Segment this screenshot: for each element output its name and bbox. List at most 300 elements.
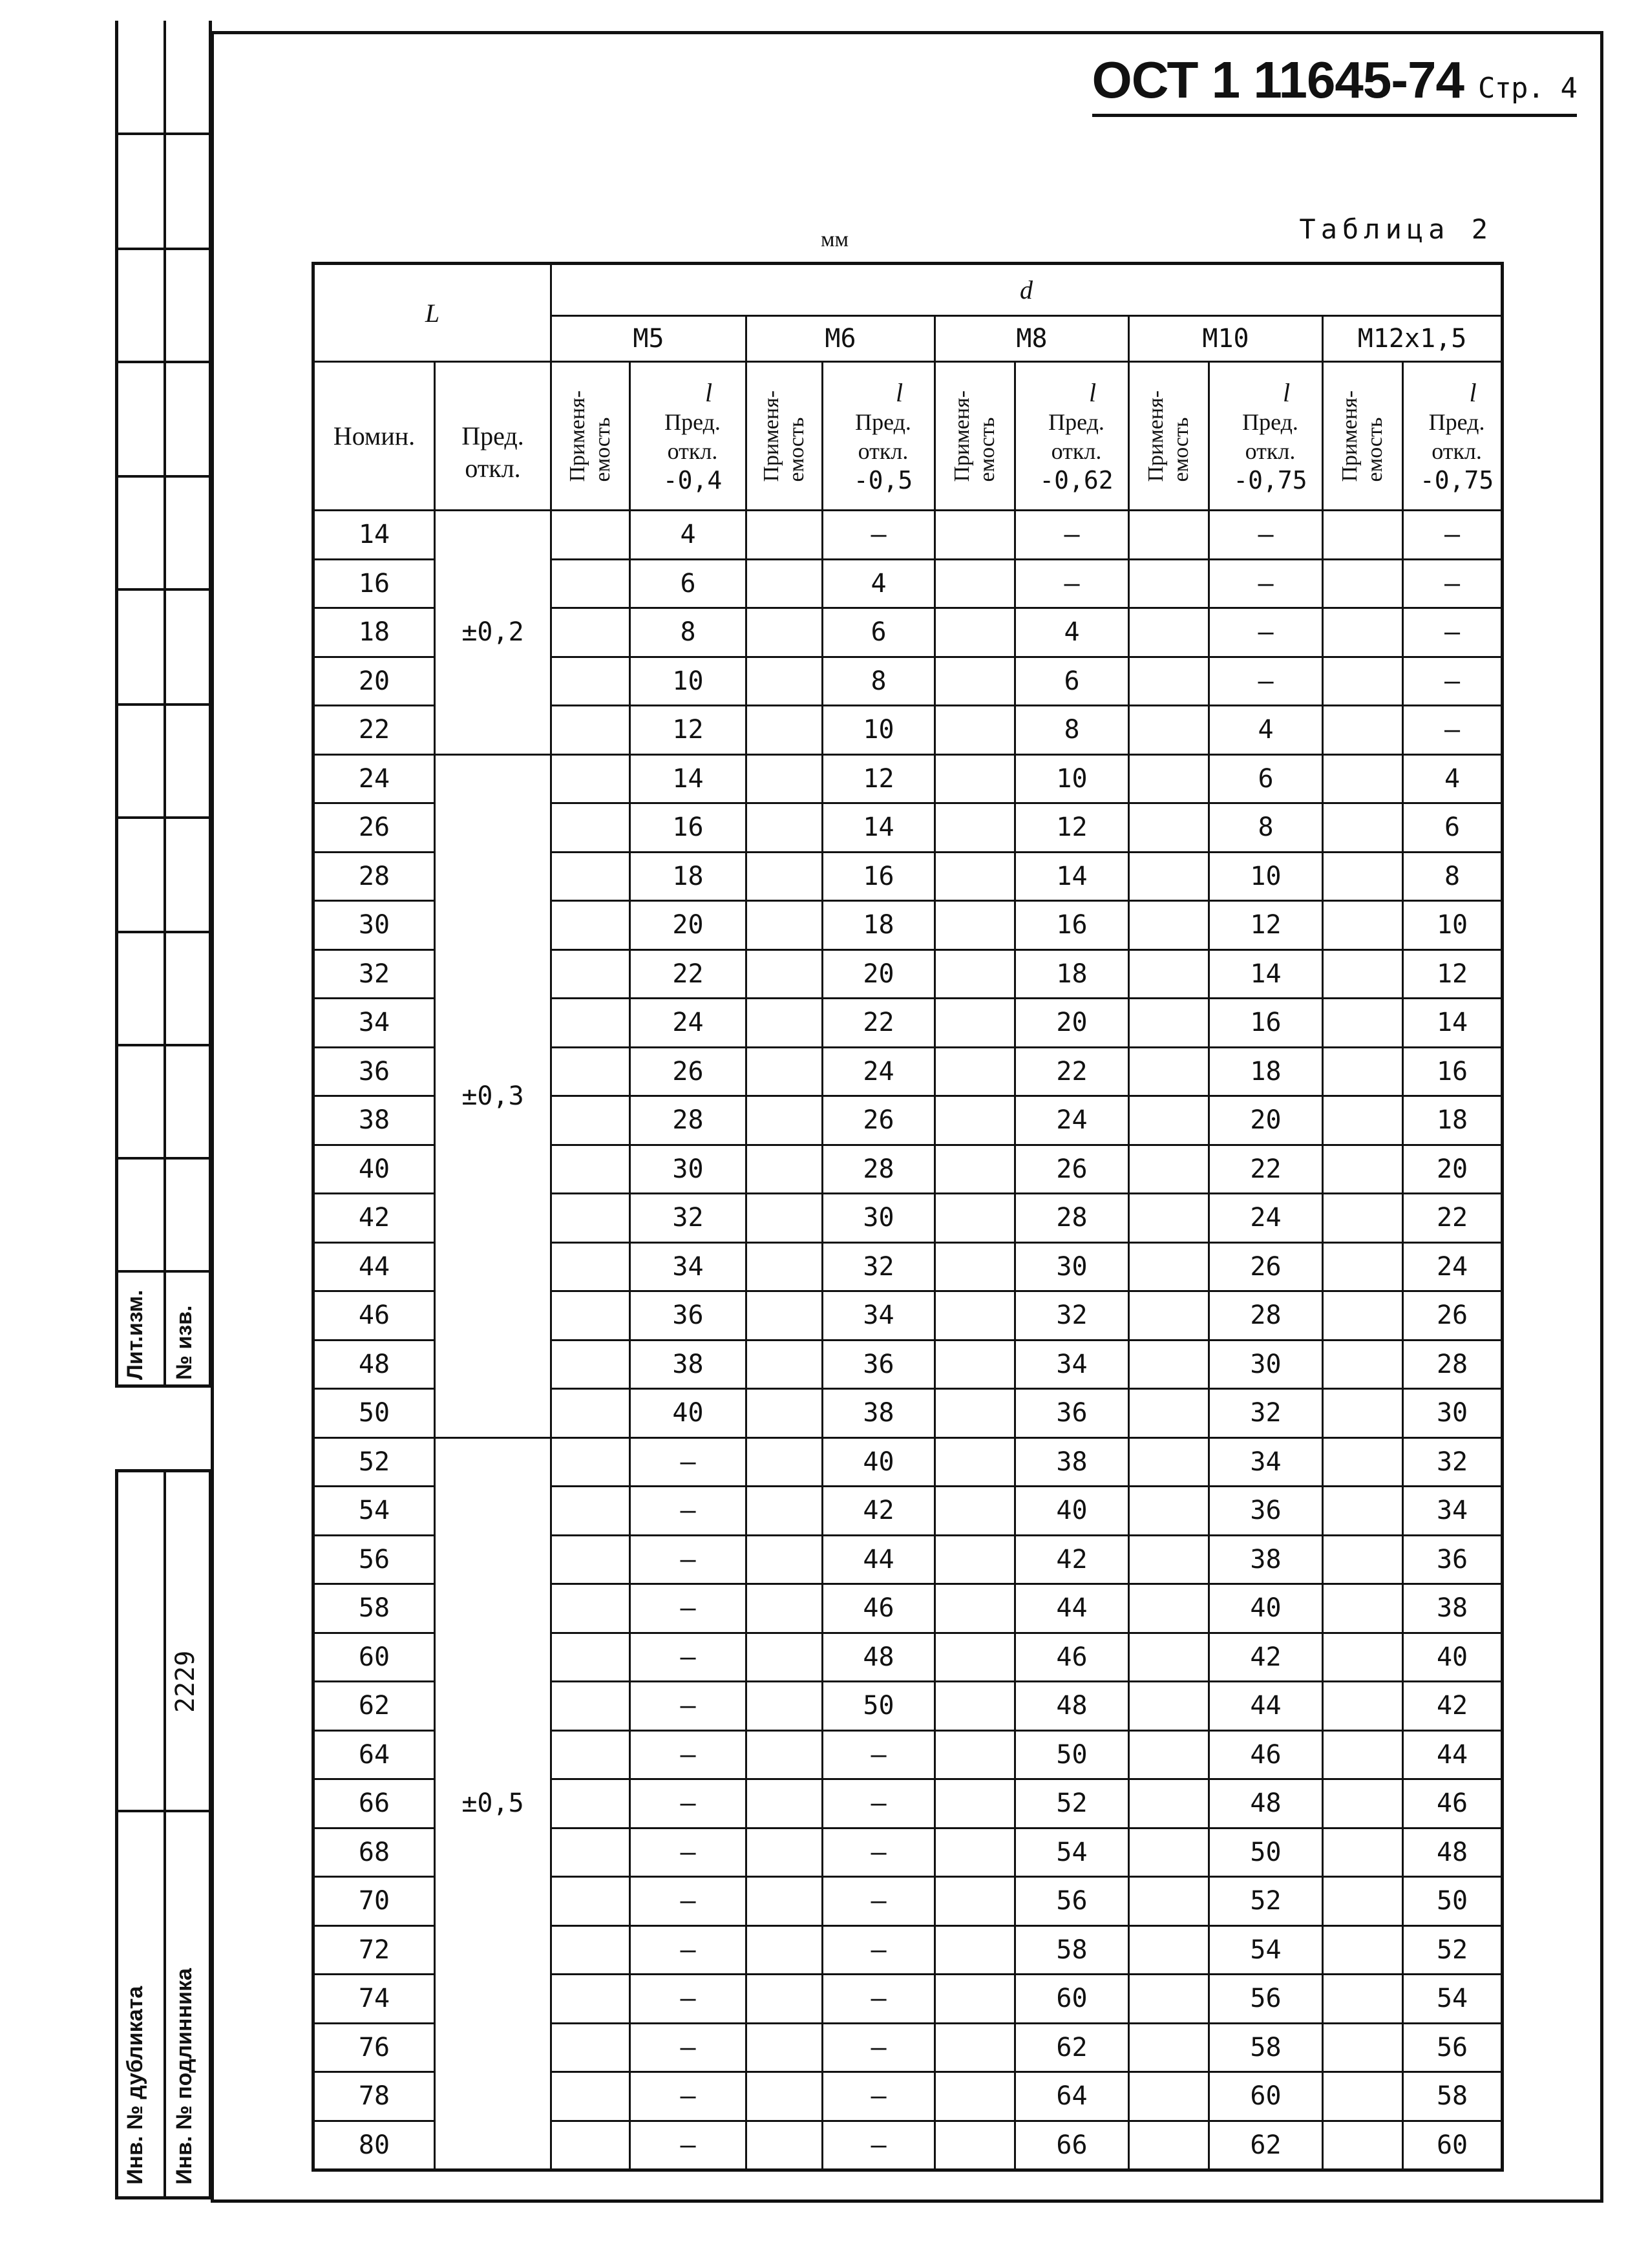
applicability-cell xyxy=(935,1291,1015,1341)
length-value-cell: 58 xyxy=(1209,2023,1323,2072)
applicability-cell xyxy=(746,1828,823,1877)
length-value-cell: 50 xyxy=(1209,1828,1323,1877)
nominal-length-cell: 32 xyxy=(313,949,435,999)
applicability-cell xyxy=(935,901,1015,950)
applicability-cell xyxy=(1323,1925,1403,1975)
length-value-cell: 10 xyxy=(1209,852,1323,901)
length-value-cell: 6 xyxy=(823,608,935,657)
sidebar-upper-rule xyxy=(115,475,211,478)
sidebar-upper-rule xyxy=(115,132,211,135)
length-value-cell: 20 xyxy=(1209,1096,1323,1145)
applicability-cell xyxy=(746,1340,823,1389)
length-value-cell: 20 xyxy=(823,949,935,999)
length-value-cell: – xyxy=(1209,608,1323,657)
applicability-cell xyxy=(1129,1535,1209,1584)
length-value-cell: 28 xyxy=(1015,1194,1129,1243)
inv-dubl-label: Инв. № дубликата xyxy=(123,1986,147,2185)
nominal-length-cell: 74 xyxy=(313,1975,435,2024)
applicability-cell xyxy=(1323,1145,1403,1194)
applicability-header-text: Применя- емость xyxy=(950,390,1000,482)
nominal-length-cell: 72 xyxy=(313,1925,435,1975)
applicability-cell xyxy=(1129,1975,1209,2024)
length-value-cell: – xyxy=(1403,706,1503,755)
length-value-cell: 42 xyxy=(823,1487,935,1536)
applicability-cell xyxy=(746,1242,823,1291)
length-value-cell: 56 xyxy=(1015,1877,1129,1926)
length-value-cell: – xyxy=(1209,657,1323,706)
applicability-cell xyxy=(746,1145,823,1194)
applicability-cell xyxy=(551,559,630,608)
applicability-cell xyxy=(1323,2121,1403,2170)
applicability-cell xyxy=(935,803,1015,853)
thread-size-header: М8 xyxy=(935,315,1129,361)
length-value-cell: 24 xyxy=(823,1047,935,1096)
sidebar-upper-rule xyxy=(115,931,211,933)
length-value-cell: 52 xyxy=(1209,1877,1323,1926)
applicability-cell xyxy=(746,608,823,657)
length-value-cell: 20 xyxy=(1015,999,1129,1048)
applicability-cell xyxy=(1323,1047,1403,1096)
applicability-cell xyxy=(935,559,1015,608)
applicability-cell xyxy=(1323,608,1403,657)
applicability-cell xyxy=(1129,1828,1209,1877)
nominal-length-cell: 60 xyxy=(313,1633,435,1682)
applicability-cell xyxy=(1129,1925,1209,1975)
length-value-cell: 12 xyxy=(823,754,935,803)
table-row xyxy=(313,1437,1503,1487)
length-value-cell: – xyxy=(630,1828,746,1877)
length-value-cell: 4 xyxy=(1015,608,1129,657)
applicability-cell xyxy=(551,511,630,560)
l-symbol: l xyxy=(1469,378,1477,407)
nominal-length-cell: 14 xyxy=(313,511,435,560)
length-value-cell: 18 xyxy=(630,852,746,901)
length-value-cell: 16 xyxy=(1015,901,1129,950)
applicability-cell xyxy=(935,999,1015,1048)
applicability-cell xyxy=(935,754,1015,803)
applicability-cell xyxy=(1323,803,1403,853)
applicability-cell xyxy=(746,1877,823,1926)
applicability-cell xyxy=(1129,1340,1209,1389)
length-value-cell: 36 xyxy=(823,1340,935,1389)
length-value-cell: 50 xyxy=(1015,1730,1129,1779)
length-value-cell: – xyxy=(630,1925,746,1975)
applicability-cell xyxy=(1129,1096,1209,1145)
applicability-cell xyxy=(1129,1047,1209,1096)
applicability-cell xyxy=(551,1096,630,1145)
length-value-cell: 14 xyxy=(630,754,746,803)
nominal-length-cell: 28 xyxy=(313,852,435,901)
length-value-cell: 32 xyxy=(630,1194,746,1243)
nominal-header: Номин. xyxy=(313,362,435,511)
length-value-cell: 4 xyxy=(823,559,935,608)
length-value-cell: – xyxy=(630,1584,746,1633)
applicability-cell xyxy=(935,1682,1015,1731)
length-value-cell: 30 xyxy=(1403,1389,1503,1438)
length-value-cell: 16 xyxy=(630,803,746,853)
length-value-cell: 26 xyxy=(823,1096,935,1145)
length-L-header xyxy=(313,264,551,362)
applicability-cell xyxy=(1129,1389,1209,1438)
applicability-cell xyxy=(1323,1779,1403,1828)
length-value-cell: 14 xyxy=(1015,852,1129,901)
length-value-cell: 8 xyxy=(630,608,746,657)
applicability-cell xyxy=(551,1779,630,1828)
applicability-cell xyxy=(746,1925,823,1975)
tolerance-cell: ±0,3 xyxy=(435,754,551,1437)
length-value-cell: 30 xyxy=(823,1194,935,1243)
deviation-value: -0,75 xyxy=(1419,466,1494,494)
applicability-cell xyxy=(551,2072,630,2121)
subheader-row xyxy=(313,362,1503,511)
applicability-cell xyxy=(746,1682,823,1731)
applicability-header xyxy=(935,362,1015,511)
length-value-cell: 38 xyxy=(1209,1535,1323,1584)
applicability-cell xyxy=(551,1291,630,1341)
tolerance-cell: ±0,2 xyxy=(435,511,551,755)
deviation-label: Пред. откл. xyxy=(1048,409,1104,464)
d-symbol: d xyxy=(1020,275,1033,304)
deviation-value: -0,62 xyxy=(1039,466,1114,494)
nominal-length-cell: 44 xyxy=(313,1242,435,1291)
nominal-length-cell: 48 xyxy=(313,1340,435,1389)
applicability-cell xyxy=(1129,1633,1209,1682)
applicability-cell xyxy=(1129,1779,1209,1828)
length-value-cell: – xyxy=(823,2072,935,2121)
applicability-cell xyxy=(746,559,823,608)
table-caption: Таблица 2 xyxy=(1299,213,1493,245)
document-code: ОСТ 1 11645-74 xyxy=(1092,51,1464,109)
applicability-cell xyxy=(1129,803,1209,853)
applicability-cell xyxy=(1129,1145,1209,1194)
sidebar-upper-rule xyxy=(115,816,211,819)
applicability-cell xyxy=(1323,1487,1403,1536)
length-value-cell: 26 xyxy=(1403,1291,1503,1341)
applicability-cell xyxy=(551,1487,630,1536)
nominal-length-cell: 38 xyxy=(313,1096,435,1145)
applicability-cell xyxy=(935,1340,1015,1389)
l-symbol: l xyxy=(1088,378,1097,407)
applicability-cell xyxy=(935,1242,1015,1291)
inv-podl-label: Инв. № подлинника xyxy=(172,1968,196,2185)
length-deviation-header xyxy=(823,362,935,511)
nominal-length-cell: 56 xyxy=(313,1535,435,1584)
applicability-cell xyxy=(1129,754,1209,803)
deviation-label: Пред. откл. xyxy=(1428,409,1485,464)
length-value-cell: 20 xyxy=(1403,1145,1503,1194)
length-value-cell: 62 xyxy=(1209,2121,1323,2170)
applicability-cell xyxy=(746,1389,823,1438)
table-row xyxy=(313,754,1503,803)
applicability-cell xyxy=(551,1242,630,1291)
length-value-cell: 42 xyxy=(1209,1633,1323,1682)
applicability-header xyxy=(746,362,823,511)
length-value-cell: 24 xyxy=(1015,1096,1129,1145)
length-value-cell: – xyxy=(630,1975,746,2024)
applicability-cell xyxy=(1129,1487,1209,1536)
applicability-cell xyxy=(1129,949,1209,999)
length-value-cell: 12 xyxy=(1209,901,1323,950)
applicability-cell xyxy=(935,1535,1015,1584)
thread-size-header: М12х1,5 xyxy=(1323,315,1503,361)
length-value-cell: 40 xyxy=(1015,1487,1129,1536)
nominal-length-cell: 18 xyxy=(313,608,435,657)
applicability-cell xyxy=(1129,559,1209,608)
length-value-cell: 30 xyxy=(1209,1340,1323,1389)
length-value-cell: – xyxy=(630,1682,746,1731)
table-row xyxy=(313,511,1503,560)
length-value-cell: 6 xyxy=(1209,754,1323,803)
length-value-cell: 28 xyxy=(1403,1340,1503,1389)
length-value-cell: 28 xyxy=(630,1096,746,1145)
length-value-cell: 54 xyxy=(1403,1975,1503,2024)
applicability-cell xyxy=(1129,1242,1209,1291)
applicability-cell xyxy=(1129,2121,1209,2170)
length-value-cell: – xyxy=(630,2072,746,2121)
applicability-cell xyxy=(1323,901,1403,950)
applicability-cell xyxy=(746,1291,823,1341)
applicability-cell xyxy=(551,1047,630,1096)
l-symbol: l xyxy=(1282,378,1291,407)
applicability-cell xyxy=(935,608,1015,657)
length-value-cell: 24 xyxy=(1403,1242,1503,1291)
length-value-cell: 38 xyxy=(630,1340,746,1389)
applicability-cell xyxy=(1323,1437,1403,1487)
deviation-value: -0,5 xyxy=(853,466,913,494)
length-value-cell: – xyxy=(1209,559,1323,608)
length-value-cell: – xyxy=(1015,559,1129,608)
length-value-cell: 56 xyxy=(1209,1975,1323,2024)
length-deviation-header xyxy=(1015,362,1129,511)
applicability-cell xyxy=(746,901,823,950)
length-value-cell: 48 xyxy=(1015,1682,1129,1731)
length-value-cell: 52 xyxy=(1015,1779,1129,1828)
length-value-cell: 22 xyxy=(1403,1194,1503,1243)
applicability-cell xyxy=(935,1145,1015,1194)
applicability-cell xyxy=(746,2121,823,2170)
sidebar-lower-divider xyxy=(164,1469,166,2198)
applicability-cell xyxy=(551,1925,630,1975)
applicability-cell xyxy=(1323,706,1403,755)
nominal-length-cell: 42 xyxy=(313,1194,435,1243)
applicability-header-text: Применя- емость xyxy=(1144,390,1194,482)
length-value-cell: 44 xyxy=(1209,1682,1323,1731)
sidebar-upper-rule xyxy=(115,703,211,706)
applicability-cell xyxy=(1323,1975,1403,2024)
applicability-cell xyxy=(746,999,823,1048)
length-value-cell: 12 xyxy=(1015,803,1129,853)
length-value-cell: – xyxy=(1403,559,1503,608)
applicability-cell xyxy=(551,1145,630,1194)
length-value-cell: 6 xyxy=(1403,803,1503,853)
length-value-cell: 50 xyxy=(823,1682,935,1731)
applicability-cell xyxy=(935,1975,1015,2024)
thread-size-header: М10 xyxy=(1129,315,1323,361)
applicability-cell xyxy=(935,1828,1015,1877)
length-value-cell: 44 xyxy=(1403,1730,1503,1779)
applicability-cell xyxy=(1323,852,1403,901)
nominal-length-cell: 26 xyxy=(313,803,435,853)
applicability-cell xyxy=(746,2023,823,2072)
length-value-cell: – xyxy=(630,1437,746,1487)
nominal-length-cell: 76 xyxy=(313,2023,435,2072)
nominal-length-cell: 16 xyxy=(313,559,435,608)
length-value-cell: 8 xyxy=(1403,852,1503,901)
sidebar-upper-rule xyxy=(115,588,211,591)
length-value-cell: 10 xyxy=(630,657,746,706)
length-value-cell: 48 xyxy=(1209,1779,1323,1828)
length-value-cell: 12 xyxy=(630,706,746,755)
document-code-header xyxy=(1092,50,1577,117)
length-value-cell: 38 xyxy=(823,1389,935,1438)
length-value-cell: 8 xyxy=(1015,706,1129,755)
applicability-cell xyxy=(1129,706,1209,755)
applicability-header-text: Применя- емость xyxy=(1338,390,1388,482)
applicability-cell xyxy=(1323,1535,1403,1584)
length-value-cell: 38 xyxy=(1015,1437,1129,1487)
applicability-cell xyxy=(551,901,630,950)
length-value-cell: 36 xyxy=(1209,1487,1323,1536)
applicability-cell xyxy=(551,1682,630,1731)
applicability-cell xyxy=(746,803,823,853)
applicability-cell xyxy=(1323,1682,1403,1731)
applicability-cell xyxy=(746,1194,823,1243)
lit-izm-label: Лит.изм. xyxy=(123,1289,147,1380)
applicability-cell xyxy=(746,2072,823,2121)
length-value-cell: – xyxy=(630,1877,746,1926)
applicability-cell xyxy=(551,706,630,755)
applicability-cell xyxy=(746,657,823,706)
applicability-cell xyxy=(551,1877,630,1926)
length-value-cell: – xyxy=(1403,511,1503,560)
length-value-cell: 22 xyxy=(1015,1047,1129,1096)
length-value-cell: – xyxy=(823,2121,935,2170)
applicability-cell xyxy=(746,511,823,560)
applicability-cell xyxy=(746,1487,823,1536)
length-value-cell: 28 xyxy=(823,1145,935,1194)
applicability-cell xyxy=(746,1584,823,1633)
length-value-cell: – xyxy=(630,2121,746,2170)
applicability-cell xyxy=(935,1096,1015,1145)
nominal-length-cell: 46 xyxy=(313,1291,435,1341)
applicability-cell xyxy=(746,706,823,755)
length-value-cell: 34 xyxy=(1015,1340,1129,1389)
length-value-cell: 56 xyxy=(1403,2023,1503,2072)
applicability-cell xyxy=(935,1487,1015,1536)
length-value-cell: 26 xyxy=(630,1047,746,1096)
length-value-cell: 62 xyxy=(1015,2023,1129,2072)
applicability-cell xyxy=(746,1047,823,1096)
applicability-header xyxy=(551,362,630,511)
applicability-cell xyxy=(746,1975,823,2024)
length-value-cell: 14 xyxy=(1403,999,1503,1048)
applicability-cell xyxy=(551,949,630,999)
length-value-cell: 40 xyxy=(630,1389,746,1438)
length-value-cell: – xyxy=(823,511,935,560)
applicability-cell xyxy=(1323,1291,1403,1341)
deviation-label: Пред. откл. xyxy=(664,409,721,464)
applicability-cell xyxy=(1129,511,1209,560)
applicability-cell xyxy=(551,1633,630,1682)
sidebar-upper-rule xyxy=(115,1157,211,1160)
applicability-cell xyxy=(746,852,823,901)
length-value-cell: 14 xyxy=(1209,949,1323,999)
length-value-cell: 66 xyxy=(1015,2121,1129,2170)
applicability-cell xyxy=(1129,1877,1209,1926)
applicability-cell xyxy=(551,2023,630,2072)
sidebar-lower-rule xyxy=(115,1810,211,1812)
length-value-cell: 24 xyxy=(1209,1194,1323,1243)
applicability-cell xyxy=(551,1340,630,1389)
length-value-cell: – xyxy=(630,2023,746,2072)
length-value-cell: 42 xyxy=(1015,1535,1129,1584)
applicability-cell xyxy=(1323,1389,1403,1438)
length-value-cell: – xyxy=(823,1779,935,1828)
length-value-cell: 16 xyxy=(1403,1047,1503,1096)
length-value-cell: 48 xyxy=(823,1633,935,1682)
length-value-cell: 48 xyxy=(1403,1828,1503,1877)
applicability-cell xyxy=(1129,657,1209,706)
applicability-cell xyxy=(746,1437,823,1487)
applicability-cell xyxy=(935,1584,1015,1633)
applicability-cell xyxy=(935,1925,1015,1975)
applicability-cell xyxy=(1323,1877,1403,1926)
applicability-cell xyxy=(551,1730,630,1779)
length-value-cell: – xyxy=(630,1779,746,1828)
length-value-cell: 32 xyxy=(1403,1437,1503,1487)
applicability-cell xyxy=(746,1096,823,1145)
length-value-cell: 52 xyxy=(1403,1925,1503,1975)
length-value-cell: 46 xyxy=(1015,1633,1129,1682)
length-value-cell: 50 xyxy=(1403,1877,1503,1926)
length-value-cell: 54 xyxy=(1209,1925,1323,1975)
applicability-cell xyxy=(1323,1633,1403,1682)
length-value-cell: 36 xyxy=(1403,1535,1503,1584)
length-value-cell: 42 xyxy=(1403,1682,1503,1731)
length-value-cell: – xyxy=(823,1730,935,1779)
length-value-cell: – xyxy=(823,1877,935,1926)
length-value-cell: 40 xyxy=(823,1437,935,1487)
applicability-cell xyxy=(1129,1437,1209,1487)
applicability-cell xyxy=(935,2121,1015,2170)
diameter-d-header xyxy=(551,264,1503,316)
length-value-cell: 10 xyxy=(823,706,935,755)
nominal-length-cell: 40 xyxy=(313,1145,435,1194)
applicability-cell xyxy=(935,2023,1015,2072)
applicability-cell xyxy=(1323,2072,1403,2121)
applicability-cell xyxy=(1323,1194,1403,1243)
applicability-cell xyxy=(1323,657,1403,706)
length-value-cell: – xyxy=(823,1828,935,1877)
applicability-cell xyxy=(551,1828,630,1877)
applicability-cell xyxy=(551,1535,630,1584)
applicability-cell xyxy=(1129,608,1209,657)
applicability-cell xyxy=(935,1633,1015,1682)
applicability-cell xyxy=(1129,1194,1209,1243)
nominal-length-cell: 36 xyxy=(313,1047,435,1096)
length-value-cell: – xyxy=(823,1975,935,2024)
length-value-cell: 14 xyxy=(823,803,935,853)
length-value-cell: 4 xyxy=(1209,706,1323,755)
length-deviation-header xyxy=(630,362,746,511)
applicability-cell xyxy=(1323,1730,1403,1779)
length-value-cell: 60 xyxy=(1209,2072,1323,2121)
length-deviation-header xyxy=(1403,362,1503,511)
length-value-cell: 8 xyxy=(823,657,935,706)
length-value-cell: 34 xyxy=(1209,1437,1323,1487)
applicability-cell xyxy=(551,1437,630,1487)
applicability-cell xyxy=(935,1389,1015,1438)
